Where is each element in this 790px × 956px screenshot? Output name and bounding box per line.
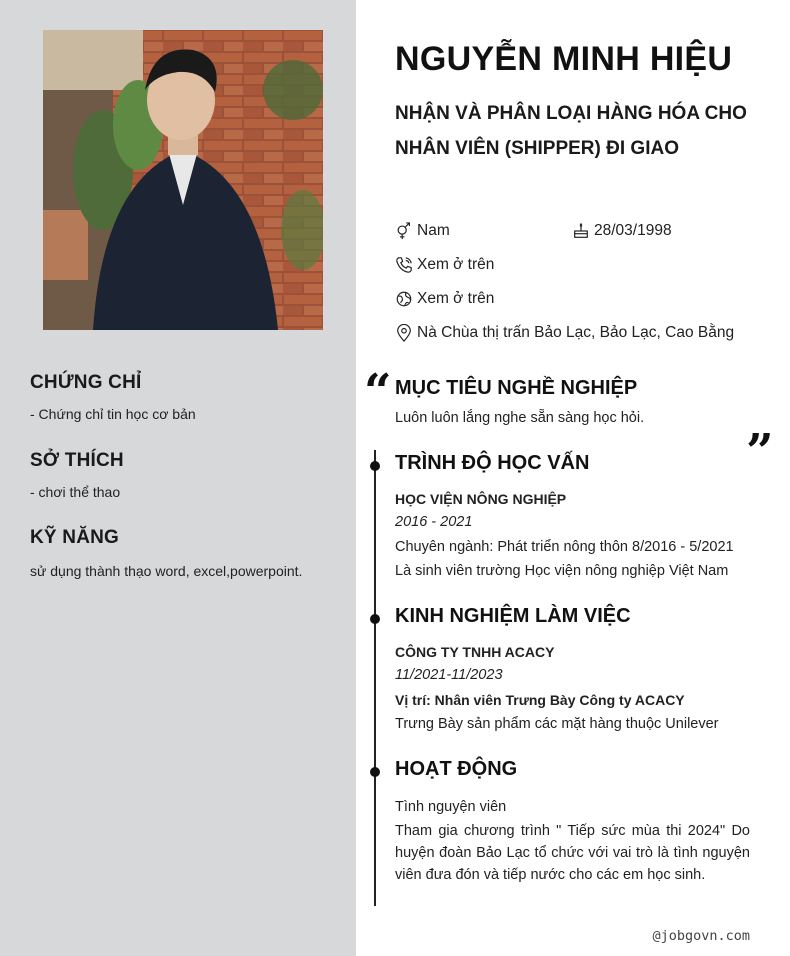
hobbies-section [30,450,330,500]
experience-position: Vị trí: Nhân viên Trưng Bày Công ty ACACY [395,692,685,708]
gender-icon [395,222,413,240]
education-title: TRÌNH ĐỘ HỌC VẤN [395,452,590,474]
phone-icon [395,256,413,274]
gender-info [395,222,450,240]
objective-title: MỤC TIÊU NGHỀ NGHIỆP [395,377,638,399]
activities-role: Tình nguyện viên [395,799,507,815]
gender-value: Nam [417,222,450,239]
activities-title: HOẠT ĐỘNG [395,758,518,780]
experience-title: KINH NGHIỆM LÀM VIỆC [395,605,631,627]
education-period: 2016 - 2021 [395,514,473,530]
birthday-value: 28/03/1998 [594,222,672,239]
main-content [356,0,790,956]
sidebar [0,0,356,956]
education-school: HỌC VIỆN NÔNG NGHIỆP [395,491,567,507]
address-info [395,324,734,342]
website-info [395,290,494,308]
globe-icon [395,290,413,308]
location-pin-icon [395,324,413,342]
certificates-text: - Chứng chỉ tin học cơ bản [30,406,196,422]
phone-value: Xem ở trên [417,256,495,273]
phone-info [395,256,494,274]
watermark: @jobgovn.com [652,928,750,944]
job-title: NHẬN VÀ PHÂN LOẠI HÀNG HÓA CHO NHÂN VIÊN (SHIPPER) ĐI GIAO [395,103,747,159]
open-quote-icon: “ [364,364,392,420]
profile-photo [43,30,323,330]
certificates-section [30,372,330,422]
experience-description: Trưng Bày sản phẩm các mặt hàng thuộc Unilever [395,716,719,732]
experience-timeline-dot [370,614,380,624]
address-value: Nà Chùa thị trấn Bảo Lạc, Bảo Lạc, Cao Bằng [417,324,735,341]
education-timeline-dot [370,461,380,471]
birthday-info [572,222,672,240]
objective-text: Luôn luôn lắng nghe sẵn sàng học hỏi. [395,410,645,426]
skills-title: KỸ NĂNG [30,527,120,548]
timeline-line [374,450,376,906]
education-description: Là sinh viên trường Học viện nông nghiệp Việt Nam [395,563,729,579]
profile-photo-image [43,30,323,330]
skills-section [30,527,330,579]
hobbies-text: - chơi thể thao [30,484,121,500]
activities-timeline-dot [370,767,380,777]
certificates-title: CHỨNG CHỈ [30,372,142,393]
experience-period: 11/2021-11/2023 [395,667,503,683]
close-quote-icon: ” [746,424,774,480]
skills-text: sử dụng thành thạo word, excel,powerpoint. [30,563,303,579]
candidate-name: NGUYỄN MINH HIỆU [395,40,733,78]
activities-description: Tham gia chương trình " Tiếp sức mùa thi 2024" Do huyện đoàn Bảo Lạc tổ chức với vai trò là tình nguyện viên đưa đón và tiếp nước cho các em học sinh. [395,823,750,883]
education-major: Chuyên ngành: Phát triển nông thôn 8/2016 - 5/2021 [395,539,734,555]
website-value: Xem ở trên [417,290,495,307]
cake-icon [572,222,590,240]
hobbies-title: SỞ THÍCH [30,450,124,471]
experience-company: CÔNG TY TNHH ACACY [395,644,555,660]
